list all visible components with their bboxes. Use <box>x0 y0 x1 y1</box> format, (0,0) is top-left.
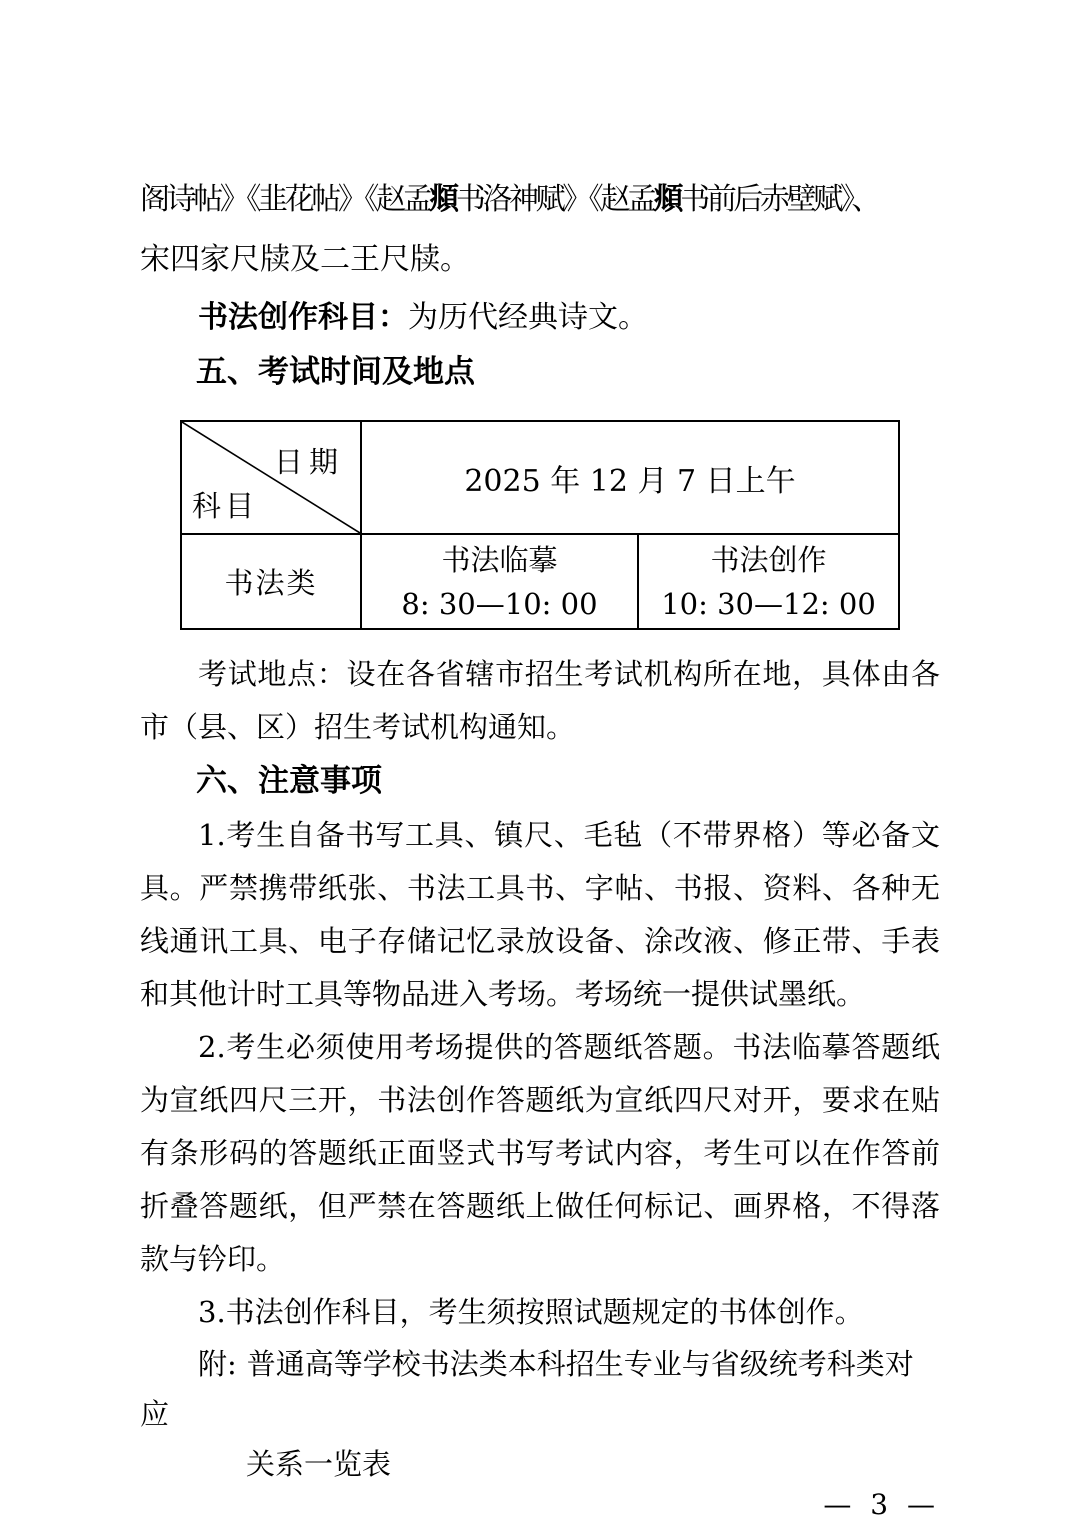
appendix-label: 附: <box>198 1347 237 1381</box>
paragraph-continuation <box>140 170 940 290</box>
text-run: 书前后赤壁赋》、 <box>680 182 879 217</box>
appendix-line-2: 关系一览表 <box>246 1447 392 1481</box>
note-2: 2.考生必须使用考场提供的答题纸答题。书法临摹答题纸为宣纸四尺三开，书法创作答题纸为宣纸四尺对开，要求在贴有条形码的答题纸正面竖式书写考试内容，考生可以在作答前折叠答题纸，但严禁在答题纸上做任何标记、画界格，不得落款与钤印。 <box>140 1030 940 1276</box>
exam-schedule-table <box>180 420 900 630</box>
paragraph-continuation-line1 <box>140 170 940 230</box>
table-category-cell: 书法类 <box>182 535 362 628</box>
appendix-line-1 <box>140 1339 940 1439</box>
chuangzuo-subject-name: 书法创作 <box>710 542 827 577</box>
table-corner-cell <box>182 422 362 535</box>
section-heading-5: 五、考试时间及地点 <box>196 354 475 390</box>
note-1: 1.考生自备书写工具、镇尺、毛毡（不带界格）等必备文具。严禁携带纸张、书法工具书、字帖、书报、资料、各种无线通讯工具、电子存储记忆录放设备、涂改液、修正带、手表和其他计时工具等物品进入考场。考场统一提供试墨纸。 <box>140 818 940 1011</box>
text-run: 阁诗帖》《韭花帖》《赵孟 <box>140 182 430 217</box>
creation-subject-label: 书法创作科目： <box>198 300 408 335</box>
table-chuangzuo-cell <box>639 535 898 628</box>
paragraph-continuation-line2: 宋四家尺牍及二王尺牍。 <box>140 242 470 277</box>
heavy-glyph: 頫 <box>429 182 456 217</box>
table-session-cell: 2025 年 12 月 7 日上午 <box>362 422 898 535</box>
heavy-glyph: 頫 <box>653 182 681 217</box>
appendix-text: 普通高等学校书法类本科招生专业与省级统考科类对应 <box>140 1347 914 1431</box>
creation-subject-line <box>140 290 940 345</box>
page-number: — 3 — <box>823 1488 940 1521</box>
text-run: 书洛神赋》《赵孟 <box>455 182 654 217</box>
section-heading-6: 六、注意事项 <box>196 763 382 799</box>
linmo-subject-time: 8: 30—10: 00 <box>401 586 598 621</box>
chuangzuo-subject-time: 10: 30—12: 00 <box>661 586 876 621</box>
note-3: 3.书法创作科目，考生须按照试题规定的书体创作。 <box>198 1295 864 1329</box>
table-linmo-cell <box>362 535 639 628</box>
linmo-subject-name: 书法临摹 <box>441 542 558 577</box>
corner-subject-label: 科目 <box>192 489 259 523</box>
location-paragraph: 考试地点：设在各省辖市招生考试机构所在地，具体由各市（县、区）招生考试机构通知。 <box>140 657 940 744</box>
corner-date-label: 日期 <box>273 445 344 479</box>
creation-subject-text: 为历代经典诗文。 <box>408 300 648 335</box>
